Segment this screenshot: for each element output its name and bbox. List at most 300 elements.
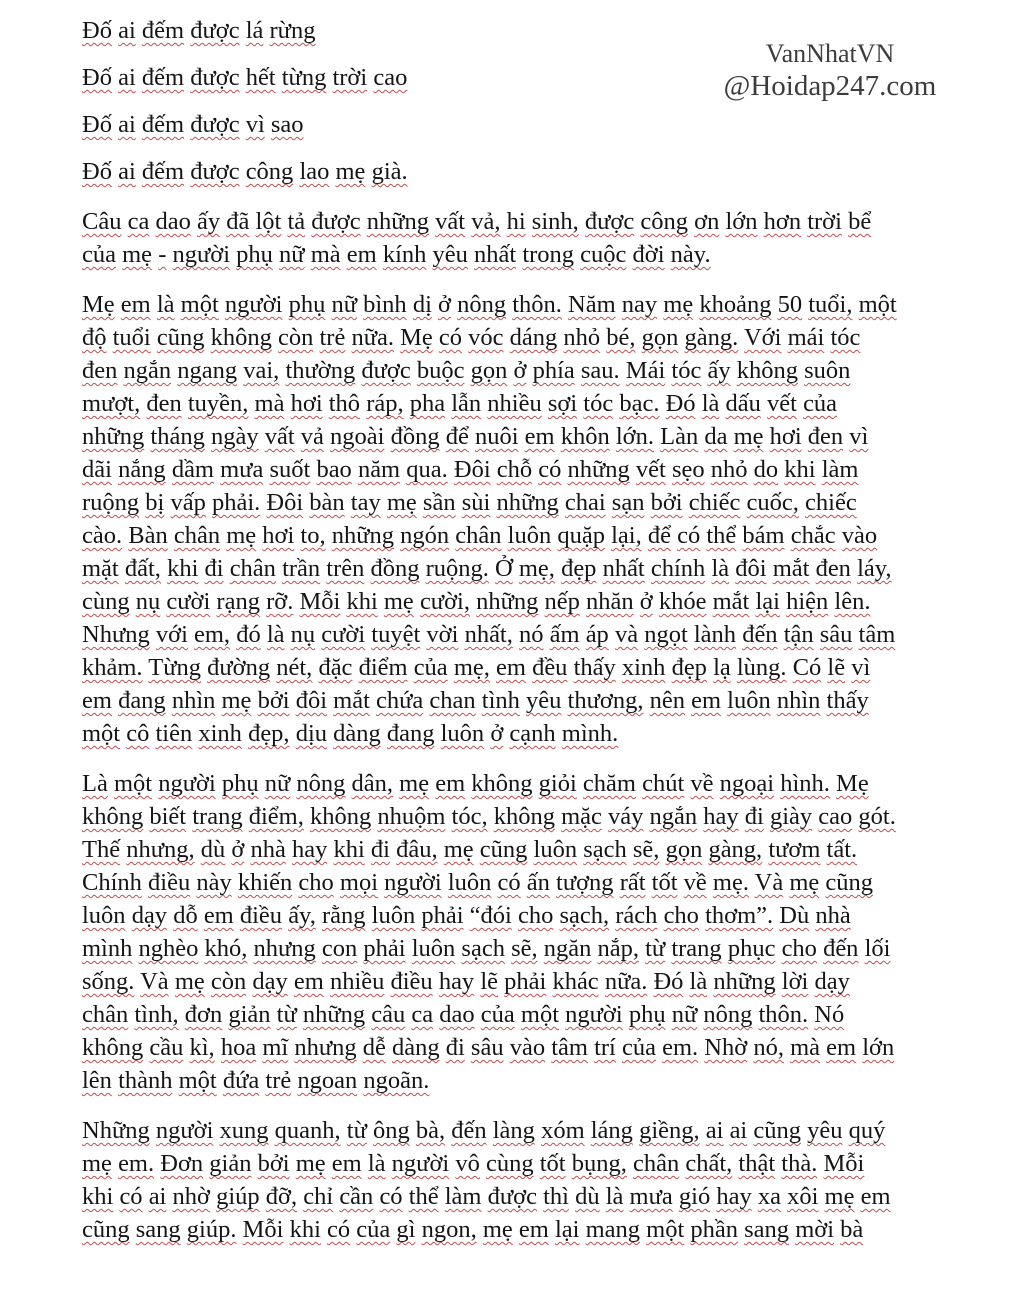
word: nên (649, 687, 685, 714)
word: 50 (777, 291, 803, 318)
word: ai (705, 1117, 724, 1144)
word: Nó (814, 1001, 845, 1028)
text-line (82, 387, 944, 420)
word: của (621, 1034, 656, 1061)
word: đi (445, 1034, 465, 1061)
word: luôn (411, 935, 456, 962)
word: ở (513, 357, 527, 384)
word: có (677, 522, 701, 549)
word: gió (678, 1183, 711, 1210)
word: một (858, 291, 897, 318)
word: mẹ (443, 836, 474, 863)
word: trẻ (265, 1067, 292, 1094)
word: dù (200, 836, 226, 863)
word: của (82, 241, 116, 268)
word: để (647, 522, 671, 549)
word: chỗ (496, 456, 533, 483)
word: đi (744, 803, 764, 830)
word: tóc (583, 390, 614, 417)
word: cũng (753, 1117, 801, 1144)
word: láng (590, 1117, 633, 1144)
word: hay (438, 968, 475, 995)
word: được (311, 208, 361, 235)
word: Mái (625, 357, 666, 384)
word: tất. (826, 836, 858, 863)
word: quý (848, 1117, 886, 1144)
word: có (119, 1183, 143, 1210)
word: dàng (391, 1034, 440, 1061)
word: cũng (82, 1216, 130, 1243)
word: tận (783, 621, 814, 648)
word: chân (229, 555, 276, 582)
word: vào (509, 1034, 546, 1061)
word: dân, (351, 770, 394, 797)
word: giềng, (639, 1117, 700, 1144)
word: người (172, 241, 231, 268)
word: mẹ (226, 522, 257, 549)
word: mẹ (663, 291, 694, 318)
word: ở (639, 588, 653, 615)
word: làng (492, 1117, 535, 1144)
word: láy, (857, 555, 892, 582)
word: không (82, 803, 144, 830)
word: mẹ (399, 770, 430, 797)
word: và (614, 621, 639, 648)
word: tiên (155, 720, 193, 747)
word: em (860, 1183, 891, 1210)
word: ráp, (366, 390, 404, 417)
word: cùng (82, 588, 130, 615)
word: về (683, 869, 707, 896)
word: là (156, 291, 175, 318)
word: còn (278, 324, 314, 351)
word: nhất (602, 555, 645, 582)
word: yêu (432, 241, 468, 268)
word: nhìn (171, 687, 216, 714)
word: đẹp, (248, 720, 290, 747)
word: sinh, (531, 208, 579, 235)
word: sẽ, (632, 836, 660, 863)
word: cạnh (509, 720, 556, 747)
word: sang (135, 1216, 181, 1243)
word: ngoại (719, 770, 775, 797)
word: em (435, 770, 466, 797)
word: ai (729, 1117, 748, 1144)
word: không (210, 324, 272, 351)
word: phụ (221, 770, 259, 797)
word: dãi (82, 456, 112, 483)
word: bám (742, 522, 785, 549)
word: được (190, 158, 240, 185)
text-line (82, 1064, 944, 1097)
word: già. (371, 158, 408, 185)
word: “đói (469, 902, 512, 929)
word: đặc (318, 654, 353, 681)
word: là (367, 1150, 386, 1177)
word: giản (228, 1001, 271, 1028)
word: những (302, 1001, 366, 1028)
word: nó, (753, 1034, 784, 1061)
word: ngắn (649, 803, 698, 830)
word: là (689, 968, 708, 995)
word: tình, (134, 1001, 179, 1028)
word: mà (310, 241, 341, 268)
word: bàn (309, 489, 345, 516)
word: em (331, 1150, 362, 1177)
word: có (379, 1183, 403, 1210)
word: ở (490, 720, 504, 747)
word: chai (564, 489, 606, 516)
word: chút (642, 770, 685, 797)
word: luôn (82, 902, 126, 929)
word: chăm (582, 770, 636, 797)
text-line (82, 238, 944, 271)
word: tượng (556, 869, 614, 896)
word: cầu (149, 1034, 184, 1061)
word: khi (289, 1216, 321, 1243)
word: lối (864, 935, 891, 962)
text-line (82, 899, 944, 932)
word: tóc, (451, 803, 488, 830)
word: Từng (148, 654, 201, 681)
word: rằng (321, 902, 366, 929)
word: ấy, (288, 902, 316, 929)
word: mái (787, 324, 825, 351)
word: lên (82, 1067, 112, 1094)
word: có (327, 1216, 351, 1243)
word: tuổi, (808, 291, 853, 318)
word: mẹ (295, 1150, 326, 1177)
word: tuyệt (371, 621, 421, 648)
word: chính (650, 555, 706, 582)
word: Mỗi (242, 1216, 284, 1243)
word: lên. (834, 588, 871, 615)
word: em. (118, 1150, 155, 1177)
word: thấy (573, 654, 616, 681)
word: những (496, 489, 559, 516)
word: điểm, (248, 803, 304, 830)
word: em (293, 968, 324, 995)
word: kính (382, 241, 427, 268)
word: đồng (370, 555, 420, 582)
word: ca (127, 208, 150, 235)
word: nay (621, 291, 658, 318)
word: giúp (216, 1183, 260, 1210)
word: em. (662, 1034, 699, 1061)
word: sẹo (671, 456, 705, 483)
word: xóm (541, 1117, 585, 1144)
word: vì (245, 111, 265, 138)
word: một (180, 291, 219, 318)
word: này (196, 869, 232, 896)
word: sạn (611, 489, 645, 516)
word: lớn. (615, 423, 654, 450)
word: dao (439, 1001, 475, 1028)
word: váy (608, 803, 644, 830)
word: bạc. (619, 390, 660, 417)
word: cũng (479, 836, 528, 863)
text-line (82, 1114, 944, 1147)
word: dao (155, 208, 191, 235)
word: vết (635, 456, 666, 483)
word: nếp (544, 588, 580, 615)
word: giỏi (538, 770, 577, 797)
word: chân (82, 1001, 129, 1028)
word: mẹ (733, 423, 764, 450)
word: mẹ (335, 158, 366, 185)
word: mẹ (82, 1150, 112, 1177)
word: nắp, (597, 935, 639, 962)
word: tâm (551, 1034, 588, 1061)
text-line (82, 1031, 944, 1064)
word: thôn. (512, 291, 562, 318)
word: người (391, 1150, 450, 1177)
word: nuôi (474, 423, 519, 450)
word: lẫn (451, 390, 482, 417)
word: chân (632, 1150, 680, 1177)
word: trời (332, 64, 368, 91)
text-line (82, 585, 944, 618)
word: nó (519, 621, 544, 648)
word: Đó (665, 390, 696, 417)
word: Nhưng (82, 621, 150, 648)
word: mượt, (82, 390, 141, 417)
word: nhuộm (377, 803, 446, 830)
word: hoa (220, 1034, 257, 1061)
word: được (190, 17, 240, 44)
word: hình. (780, 770, 830, 797)
word: Làn (660, 423, 699, 450)
text-line (82, 800, 944, 833)
word: đến (451, 1117, 487, 1144)
word: quặp (557, 522, 605, 549)
word: lời (781, 968, 809, 995)
word: nữa. (351, 324, 394, 351)
word: xôi (787, 1183, 819, 1210)
text-line (82, 684, 944, 717)
word: thể (408, 1183, 439, 1210)
word: lại, (611, 522, 642, 549)
paragraph-neighbors (82, 1114, 944, 1246)
word: nụ (290, 621, 316, 648)
word: bé, (606, 324, 636, 351)
word: cao (818, 803, 853, 830)
word: trời (807, 208, 842, 235)
word: người (565, 1001, 623, 1028)
word: mắt (772, 555, 810, 582)
word: ấy (196, 208, 221, 235)
word: đều (532, 654, 568, 681)
word: hơi (769, 423, 802, 450)
word: không (493, 803, 555, 830)
word: vai, (243, 357, 280, 384)
word: nhờ (172, 1183, 210, 1210)
word: dàng (333, 720, 381, 747)
word: phần (690, 1216, 739, 1243)
word: mọi (339, 869, 379, 896)
word: sạch (461, 935, 505, 962)
watermark-author: VanNhatVN (765, 39, 895, 68)
word: đến (823, 935, 859, 962)
word: Mẹ (400, 324, 433, 351)
text-line (82, 420, 944, 453)
word: mưa (220, 456, 264, 483)
word: con (321, 935, 358, 962)
word: với (155, 621, 188, 648)
word: tháng (150, 423, 205, 450)
word: mà (254, 390, 285, 417)
word: bởi (650, 489, 683, 516)
word: ai (118, 64, 136, 91)
word: ở (438, 291, 451, 318)
word: nhà (250, 836, 286, 863)
word: bà (840, 1216, 864, 1243)
word: điểm (358, 654, 408, 681)
word: buộc (416, 357, 465, 384)
word: pha (409, 390, 446, 417)
word: Nhờ (704, 1034, 748, 1061)
word: một (113, 770, 153, 797)
word: lại (554, 1216, 580, 1243)
word: thôn. (758, 1001, 809, 1028)
word: Và (140, 968, 169, 995)
word: vào (841, 522, 878, 549)
word: được (584, 208, 635, 235)
word: ngang (177, 357, 238, 384)
word: của (480, 1001, 515, 1028)
word: Đôi (453, 456, 491, 483)
word: vất (435, 208, 466, 235)
word: gàng. (684, 324, 739, 351)
word: đen (82, 357, 118, 384)
word: nữ (279, 241, 305, 268)
word: đen (146, 390, 182, 417)
word: tươm (768, 836, 821, 863)
word: cười, (419, 588, 470, 615)
word: vất (264, 423, 295, 450)
word: Đơn (160, 1150, 204, 1177)
word: ấn (526, 869, 550, 896)
essay-body (82, 205, 944, 1246)
word: nụ (135, 588, 161, 615)
word: đang (386, 720, 435, 747)
word: lẽ (480, 968, 498, 995)
word: nhiều (487, 390, 542, 417)
word: ngắn (123, 357, 172, 384)
word: nhỏ (710, 456, 748, 483)
word: cuộc (580, 241, 627, 268)
word: một (646, 1216, 685, 1243)
word: đang (118, 687, 166, 714)
word: hơi (290, 390, 323, 417)
word: em (120, 291, 151, 318)
word: mang (585, 1216, 641, 1243)
word: gót. (858, 803, 896, 830)
word: ngoài (330, 423, 385, 450)
word: được (361, 357, 411, 384)
word: cho (298, 869, 334, 896)
word: sẽ, (511, 935, 538, 962)
word: được (190, 64, 240, 91)
word: đẹp (561, 555, 597, 582)
word: thơm”. (705, 902, 774, 929)
word: Câu (82, 208, 122, 235)
word: còn (210, 968, 247, 995)
word: ngày (210, 423, 259, 450)
word: đơn (184, 1001, 223, 1028)
word: làm (821, 456, 859, 483)
word: lá (245, 17, 264, 44)
word: cùng (485, 1150, 534, 1177)
word: tay (350, 489, 381, 516)
word: mắt (712, 588, 750, 615)
word: độ (82, 324, 107, 351)
word: suốt (269, 456, 311, 483)
word: này. (670, 241, 711, 268)
word: thì (543, 1183, 569, 1210)
word: mình (82, 935, 133, 962)
word: được (487, 1183, 537, 1210)
word: những (82, 423, 145, 450)
word: nhưng, (126, 836, 195, 863)
word: mẹ (482, 1216, 513, 1243)
text-line (82, 965, 944, 998)
word: đôi (735, 555, 767, 582)
word: thô (328, 390, 361, 417)
word: một (178, 1067, 217, 1094)
word: nhất, (464, 621, 513, 648)
word: mẹ (789, 869, 820, 896)
word: luôn (440, 720, 485, 747)
word: em (691, 687, 722, 714)
word: chắc (790, 522, 836, 549)
word: ruộng (82, 489, 140, 516)
word: mẹ (122, 241, 153, 268)
word: rừng (269, 17, 316, 44)
word: cười (321, 621, 366, 648)
word: ai (118, 111, 136, 138)
word: do (753, 456, 779, 483)
word: Đố (82, 111, 112, 138)
word: em, (194, 621, 231, 648)
word: dạy (814, 968, 850, 995)
word: ngọt (644, 621, 688, 648)
word: về (690, 770, 714, 797)
word: to, (300, 522, 326, 549)
word: rỡ. (266, 588, 294, 615)
word: nông (296, 770, 346, 797)
word: cũng (825, 869, 874, 896)
word: cao (373, 64, 408, 91)
paragraph-intro (82, 205, 944, 271)
word: Với (743, 324, 782, 351)
word: từng (281, 64, 327, 91)
word: Và (754, 869, 784, 896)
word: bởi (257, 1150, 290, 1177)
watermark (700, 38, 960, 104)
word: khác (552, 968, 599, 995)
word: mắt (333, 687, 370, 714)
word: đếm (141, 64, 185, 91)
word: sang (744, 1216, 790, 1243)
text-line (82, 932, 944, 965)
word: ngoãn. (363, 1067, 430, 1094)
word: mẹ (221, 687, 252, 714)
word: - (158, 241, 167, 268)
word: khó, (204, 935, 248, 962)
word: hay (716, 1183, 752, 1210)
word: chất, (685, 1150, 733, 1177)
